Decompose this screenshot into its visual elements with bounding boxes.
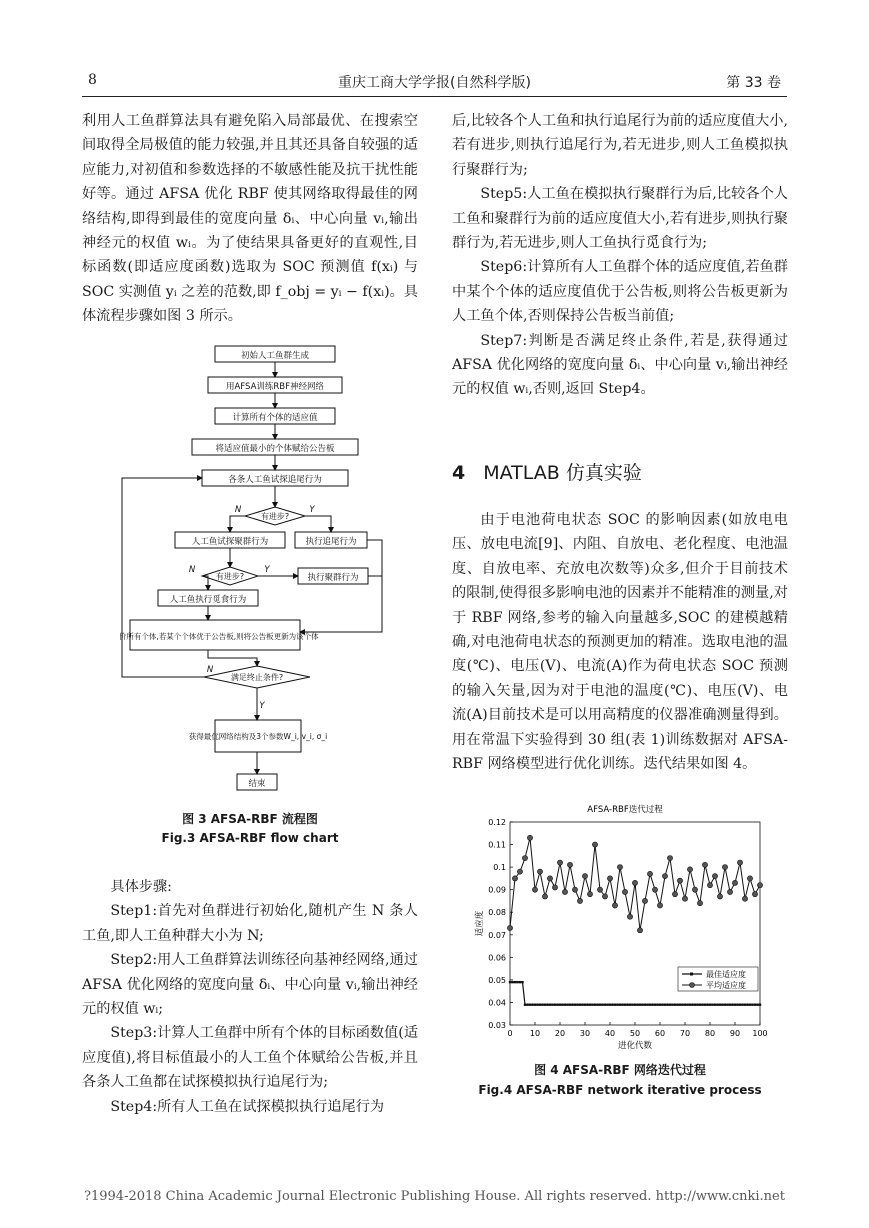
average-point [657,903,662,908]
best-point [736,1004,738,1006]
page-footer: ?1994-2018 China Academic Journal Electronic Publishing House. All rights reserved. http://www.cnki.net [84,1189,785,1204]
average-point [547,876,552,881]
best-point [601,1004,603,1006]
best-point [671,1004,673,1006]
best-point [609,1004,611,1006]
legend-average-marker [690,983,695,988]
average-point [712,874,717,879]
best-point [529,1004,531,1006]
average-point [507,925,512,930]
average-point [602,894,607,899]
average-point [517,869,522,874]
average-point [692,887,697,892]
x-tick-label: 20 [554,1029,566,1038]
best-point [666,1004,668,1006]
x-tick-label: 80 [704,1029,716,1038]
best-point [581,1004,583,1006]
best-point [746,1004,748,1006]
best-point [641,1004,643,1006]
best-point [554,1004,556,1006]
fig3-caption-en: Fig.3 AFSA-RBF flow chart [161,831,339,845]
best-point [659,1004,661,1006]
best-point [571,1004,573,1006]
average-point [537,869,542,874]
average-point [672,892,677,897]
best-point [539,1004,541,1006]
x-tick-label: 0 [507,1029,513,1038]
average-point [572,887,577,892]
best-point [526,1004,528,1006]
average-point [742,896,747,901]
y-tick-label: 0.03 [488,1021,506,1030]
best-point [606,1004,608,1006]
fc-label-12: 满足终止条件? [230,673,284,682]
chart-title: AFSA-RBF迭代过程 [587,805,663,815]
best-point [674,1004,676,1006]
average-point [682,896,687,901]
y-tick-label: 0.04 [488,998,506,1008]
step5: Step5:人工鱼在模拟执行聚群行为后,比较各个人工鱼和聚群行为前的适应度值大小,若有进步,则执行聚群行为,若无进步,则人工鱼执行觅食行为; [452,186,788,252]
chart-svg [470,800,770,1055]
average-point [562,889,567,894]
best-point [586,1004,588,1006]
best-point [531,1004,533,1006]
chart-legend [678,967,758,991]
best-point [739,1004,741,1006]
best-point [636,1004,638,1006]
average-point [732,880,737,885]
step7: Step7:判断是否满足终止条件,若是,获得通过 AFSA 优化网络的宽度向量 δᵢ、中心向量 vᵢ,输出神经元的权值 wᵢ,否则,返回 Step4。 [452,332,788,398]
best-point [569,1004,571,1006]
average-point [567,862,572,867]
best-point [561,1004,563,1006]
fig3-caption-cn: 图 3 AFSA-RBF 流程图 [182,812,318,826]
best-point [519,981,521,983]
best-point [656,1004,658,1006]
fc-label-6: 人工鱼试探聚群行为 [191,537,269,547]
best-point [741,1004,743,1006]
best-point [616,1004,618,1006]
fc-edge-y1: Y [309,505,315,515]
step6: Step6:计算所有人工鱼群个体的适应度值,若鱼群中某个个体的适应度值优于公告板,则将公告板更新为人工鱼个体,否则保持公告板当前值; [452,259,788,325]
average-point [512,876,517,881]
best-point [679,1004,681,1006]
header-rule [82,96,787,97]
best-point [576,1004,578,1006]
average-point [592,842,597,847]
average-point [667,855,672,860]
average-point [622,889,627,894]
average-point [522,855,527,860]
flowchart-figure [120,340,390,800]
iteration-chart [470,800,770,1055]
best-point [651,1004,653,1006]
y-tick-label: 0.12 [488,818,506,827]
x-tick-label: 100 [752,1029,768,1038]
best-point [589,1004,591,1006]
best-point [611,1004,613,1006]
best-point [726,1004,728,1006]
fc-edge-n3: N [206,665,214,675]
best-point [524,1004,526,1006]
average-point [637,928,642,933]
x-tick-label: 30 [579,1029,591,1038]
volume-label: 第 33 卷 [726,75,781,91]
average-point [737,860,742,865]
average-point [707,883,712,888]
best-point [541,1004,543,1006]
average-point [577,898,582,903]
intro-paragraph: 利用人工鱼群算法具有避免陷入局部最优、在搜索空间取得全局极值的能力较强,并且其还具备自较强的适应能力,对初值和参数选择的不敏感性能及抗干扰性能好等。通过 AFSA 优化 RBF 使其网络取得最佳的网络结构,即得到最佳的宽度向量 δᵢ、中心向量 vᵢ,输出神经元的权值 wᵢ。为了使结果具备更好的直观性,目标函数(即适应度函数)选取为 SOC 预测值 f(xᵢ) 与 SOC 实测值 yᵢ 之差的范数,即 f_obj = yᵢ − f(xᵢ)。具体流程步骤如图 3 所示。 [82,113,418,325]
legend-best-marker [690,973,693,976]
step3: Step3:计算人工鱼群中所有个体的目标函数值(适应度值),将目标值最小的人工鱼个体赋给公告板,并且各条人工鱼都在试探模拟执行追尾行为; [82,1025,419,1091]
best-point [704,1004,706,1006]
best-point [634,1004,636,1006]
average-point [677,878,682,883]
x-tick-label: 50 [629,1029,641,1038]
best-point [511,981,513,983]
best-point [574,1004,576,1006]
best-point [684,1004,686,1006]
best-point [516,981,518,983]
best-point [579,1004,581,1006]
y-axis-label: 适应度 [475,910,485,937]
best-point [669,1004,671,1006]
best-point [629,1004,631,1006]
best-point [604,1004,606,1006]
best-point [564,1004,566,1006]
legend-average-label: 平均适应度 [706,981,746,990]
fc-label-10: 人工鱼执行觅食行为 [169,595,247,605]
best-point [639,1004,641,1006]
section-number: 4 [452,462,466,484]
section4-body [452,508,788,776]
step4-cont: 后,比较各个人工鱼和执行追尾行为前的适应度值大小,若有进步,则执行追尾行为,若无进步,则人工鱼模拟执行聚群行为; [452,113,788,178]
fc-label-4: 各条人工鱼试探追尾行为 [228,475,322,485]
average-point [727,889,732,894]
average-point [757,883,762,888]
best-point [644,1004,646,1006]
average-point [587,892,592,897]
best-point [696,1004,698,1006]
average-point [607,876,612,881]
steps-left [82,875,418,1119]
best-point [514,981,516,983]
page-number: 8 [88,72,97,88]
average-point [652,887,657,892]
average-point [697,901,702,906]
best-point [556,1004,558,1006]
best-point [551,1004,553,1006]
y-tick-label: 0.08 [488,908,506,918]
best-point [716,1004,718,1006]
flowchart-svg [120,340,390,800]
x-tick-label: 70 [679,1029,691,1038]
best-point [731,1004,733,1006]
best-point [654,1004,656,1006]
best-point [536,1004,538,1006]
best-point [664,1004,666,1006]
best-point [559,1004,561,1006]
steps-intro: 具体步骤: [110,879,172,895]
fc-edge-n1: N [234,505,242,515]
x-tick-label: 40 [604,1029,616,1038]
best-point [754,1004,756,1006]
average-point [722,865,727,870]
plot-area [510,822,760,1025]
average-point [717,894,722,899]
average-point [687,867,692,872]
average-point [552,885,557,890]
average-point [532,887,537,892]
best-point [734,1004,736,1006]
best-point [599,1004,601,1006]
best-point [721,1004,723,1006]
best-point [676,1004,678,1006]
x-tick-label: 90 [729,1029,741,1038]
best-point [706,1004,708,1006]
best-point [649,1004,651,1006]
best-point [749,1004,751,1006]
best-point [686,1004,688,1006]
average-point [647,871,652,876]
average-point [627,914,632,919]
best-point [534,1004,536,1006]
fc-edge-y3: Y [259,701,265,711]
fc-label-2: 计算所有个体的适应值 [232,413,318,423]
y-tick-label: 0.1 [493,863,506,873]
best-point [614,1004,616,1006]
best-point [751,1004,753,1006]
legend-best-label: 最佳适应度 [706,970,746,979]
y-tick-label: 0.05 [488,975,506,985]
fc-label-0: 初始人工鱼群生成 [240,351,310,361]
section4-paragraph: 由于电池荷电状态 SOC 的影响因素(如放电电压、放电电流[9]、内阻、自放电、老化程度、电池温度、自放电率、充放电次数等)众多,但介于目前技术的限制,使得很多影响电池的因素并不能精准的测量,对于 RBF 网络,参考的输入向量越多,SOC 的建模越精确,对电池荷电状态的预测更加的精准。选取电池的温度(℃)、电压(V)、电流(A)作为荷电状态 SOC 预测的输入矢量,因为对于电池的温度(℃)、电压(V)、电流(A)目前技术是可以用高精度的仪器准确测量得到。用在常温下实验得到 30 组(表 1)训练数据对 AFSA-RBF 网络模型进行优化训练。迭代结果如图 4。 [452,512,788,773]
average-point [527,835,532,840]
fc-label-5: 有进步? [260,512,290,521]
best-point [596,1004,598,1006]
best-point [631,1004,633,1006]
fc-label-8: 有进步? [215,572,245,581]
fc-label-7: 执行追尾行为 [305,537,357,547]
step4-start: Step4:所有人工鱼在试探模拟执行追尾行为 [110,1098,385,1115]
fc-label-3: 将适应值最小的个体赋给公告板 [215,444,335,454]
average-point [597,887,602,892]
section-heading [452,458,642,485]
journal-title: 重庆工商大学学报(自然科学版) [338,75,531,91]
y-tick-label: 0.06 [488,953,506,963]
best-point [699,1004,701,1006]
y-tick-label: 0.07 [488,930,506,940]
step2: Step2:用人工鱼群算法训练径向基神经网络,通过 AFSA 优化网络的宽度向量 δᵢ、中心向量 vᵢ,输出神经元的权值 wᵢ; [82,952,418,1018]
average-point [617,865,622,870]
best-point [709,1004,711,1006]
best-point [584,1004,586,1006]
best-point [681,1004,683,1006]
best-point [759,1004,761,1006]
best-point [694,1004,696,1006]
best-point [619,1004,621,1006]
fc-label-11: 评价所有个体,若某个个体优于公告板,则将公告板更新为该个体 [120,632,319,641]
best-point [546,1004,548,1006]
best-point [711,1004,713,1006]
fc-edge-n2: N [188,565,196,575]
best-point [591,1004,593,1006]
average-point [752,892,757,897]
best-point [724,1004,726,1006]
y-tick-label: 0.09 [488,885,506,895]
average-point [632,880,637,885]
x-tick-label: 60 [654,1029,666,1038]
average-point [702,862,707,867]
best-point [714,1004,716,1006]
average-point [557,860,562,865]
section-title: MATLAB 仿真实验 [483,462,642,484]
average-point [747,876,752,881]
best-point [544,1004,546,1006]
best-point [566,1004,568,1006]
fig4-caption-en: Fig.4 AFSA-RBF network iterative process [478,1083,762,1097]
best-point [689,1004,691,1006]
best-point [624,1004,626,1006]
average-point [642,898,647,903]
best-point [509,981,511,983]
best-point [661,1004,663,1006]
step1: Step1:首先对鱼群进行初始化,随机产生 N 条人工鱼,即人工鱼种群大小为 N; [82,903,418,944]
best-point [549,1004,551,1006]
average-point [662,874,667,879]
best-point [626,1004,628,1006]
best-point [646,1004,648,1006]
best-point [691,1004,693,1006]
best-point [719,1004,721,1006]
fc-label-14: 结束 [248,779,266,789]
best-point [621,1004,623,1006]
average-point [542,894,547,899]
fc-edge-y2: Y [264,565,270,575]
best-point [729,1004,731,1006]
fig4-caption-cn: 图 4 AFSA-RBF 网络迭代过程 [534,1063,706,1077]
fc-label-9: 执行聚群行为 [307,573,359,583]
best-point [744,1004,746,1006]
left-column-top [82,109,418,329]
average-point [582,874,587,879]
fc-label-13: 获得最优网络结构及3个参数W_i, v_i, σ_i [188,732,328,741]
best-point [594,1004,596,1006]
x-axis-label: 进化代数 [617,1041,653,1051]
y-tick-label: 0.11 [488,840,506,850]
fc-label-1: 用AFSA训练RBF神经网络 [225,382,325,392]
page-header [0,72,869,94]
best-point [701,1004,703,1006]
x-tick-label: 10 [529,1029,541,1038]
right-column-top [452,109,788,402]
best-point [521,981,523,983]
average-point [612,903,617,908]
best-point [756,1004,758,1006]
